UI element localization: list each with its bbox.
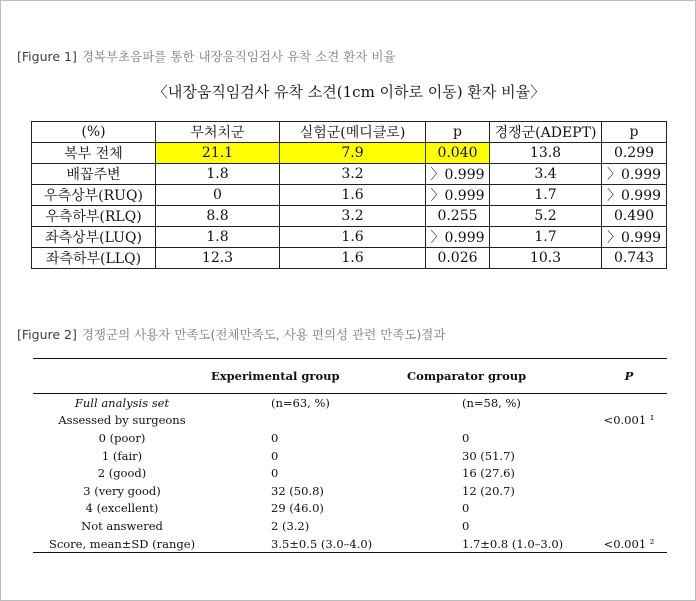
row-label: 2 (good)	[97, 466, 147, 481]
table-cell: 〉0.999	[602, 185, 667, 206]
row-label: 3 (very good)	[83, 483, 161, 498]
header-cell: Experimental group	[211, 359, 407, 394]
header-cell: 실험군(메디클로)	[280, 122, 426, 143]
header-cell: p	[602, 122, 667, 143]
table-cell: 13.8	[490, 143, 602, 164]
table-cell	[407, 412, 591, 430]
table-cell: 8.8	[156, 206, 280, 227]
table-cell: 16 (27.6)	[462, 466, 515, 481]
header-cell: P	[591, 359, 667, 394]
figure-1-tag: [Figure 1]	[17, 49, 77, 64]
satisfaction-table-wrapper	[33, 358, 667, 553]
table-cell: 0	[271, 430, 279, 445]
table-cell: 〉0.999	[426, 164, 490, 185]
table-cell	[591, 500, 667, 518]
table-cell: 0.255	[426, 206, 490, 227]
table-cell	[591, 394, 667, 412]
table-row	[33, 447, 667, 465]
table-cell: 0	[462, 430, 470, 445]
table-row	[32, 227, 667, 248]
table-cell: 0	[462, 501, 470, 516]
header-cell: Comparator group	[407, 359, 591, 394]
figure-2-tag: [Figure 2]	[17, 327, 77, 342]
table-row	[33, 517, 667, 535]
table-row	[33, 412, 667, 430]
table-cell: (n=58, %)	[462, 395, 521, 410]
table-cell: 29 (46.0)	[271, 501, 324, 516]
table-cell	[591, 464, 667, 482]
header-cell: (%)	[32, 122, 156, 143]
table-header-row	[32, 122, 667, 143]
table-cell: 0	[271, 448, 279, 463]
table-header-row	[33, 359, 667, 394]
table-cell: 0.299	[602, 143, 667, 164]
table-cell: 1.8	[156, 227, 280, 248]
table-row	[32, 248, 667, 269]
table-cell: 〉0.999	[426, 227, 490, 248]
table-cell: 3.5±0.5 (3.0–4.0)	[211, 535, 407, 553]
row-label: 좌측상부(LUQ)	[32, 227, 156, 248]
table-cell	[211, 412, 407, 430]
table-row	[33, 394, 667, 412]
table-row	[33, 429, 667, 447]
p-value-cell: <0.001 ²	[591, 535, 667, 553]
row-label: 좌측하부(LLQ)	[32, 248, 156, 269]
table-cell: (n=63, %)	[271, 395, 330, 410]
row-label: 0 (poor)	[98, 430, 146, 445]
row-label: 4 (excellent)	[85, 501, 159, 516]
row-label: 배꼽주변	[32, 164, 156, 185]
table-cell: 1.6	[280, 248, 426, 269]
table-cell: 3.2	[280, 206, 426, 227]
highlighted-cell: 7.9	[280, 143, 426, 164]
figure-2-caption-text: 경쟁군의 사용자 만족도(전체만족도, 사용 편의성 관련 만족도)결과	[81, 327, 446, 342]
table-cell: 0.026	[426, 248, 490, 269]
table-cell: 0.490	[602, 206, 667, 227]
table-cell: 〉0.999	[602, 227, 667, 248]
table-cell	[591, 447, 667, 465]
table-cell: 5.2	[490, 206, 602, 227]
table-row	[32, 164, 667, 185]
row-label: Full analysis set	[74, 395, 170, 410]
highlighted-cell: 0.040	[426, 143, 490, 164]
table-cell: 〉0.999	[426, 185, 490, 206]
table-1-title: 〈내장움직임검사 유착 소견(1cm 이하로 이동) 환자 비율〉	[152, 83, 546, 101]
table-cell: 0	[462, 518, 470, 533]
table-cell: 3.2	[280, 164, 426, 185]
table-cell: 1.7	[490, 185, 602, 206]
table-cell: 12.3	[156, 248, 280, 269]
adhesion-table	[31, 121, 667, 269]
table-cell: 12 (20.7)	[462, 483, 515, 498]
table-cell: 1.6	[280, 185, 426, 206]
figure-2-caption	[17, 325, 445, 343]
row-label: 우측상부(RUQ)	[32, 185, 156, 206]
table-cell: 10.3	[490, 248, 602, 269]
table-cell: 30 (51.7)	[462, 448, 515, 463]
table-row	[32, 206, 667, 227]
table-row	[33, 500, 667, 518]
table-cell: 1.7±0.8 (1.0–3.0)	[407, 535, 591, 553]
table-cell: 0	[271, 466, 279, 481]
row-label: Score, mean±SD (range)	[33, 535, 211, 553]
p-value-cell: <0.001 ¹	[603, 413, 655, 428]
header-cell: 경쟁군(ADEPT)	[490, 122, 602, 143]
table-cell: 3.4	[490, 164, 602, 185]
row-label: Not answered	[81, 518, 163, 533]
table-cell	[591, 429, 667, 447]
row-label: 1 (fair)	[101, 448, 143, 463]
table-cell: 1.6	[280, 227, 426, 248]
row-label: Assessed by surgeons	[58, 413, 186, 428]
header-cell: 무처치군	[156, 122, 280, 143]
row-label: 우측하부(RLQ)	[32, 206, 156, 227]
table-row	[33, 464, 667, 482]
table-cell: 1.8	[156, 164, 280, 185]
table-cell: 〉0.999	[602, 164, 667, 185]
table-row	[33, 535, 667, 553]
highlighted-cell: 21.1	[156, 143, 280, 164]
table-cell	[591, 482, 667, 500]
row-label: 복부 전체	[32, 143, 156, 164]
header-cell: p	[426, 122, 490, 143]
figure-1-caption	[17, 47, 396, 65]
table-cell: 1.7	[490, 227, 602, 248]
header-cell	[33, 359, 211, 394]
table-row	[33, 482, 667, 500]
figure-1-caption-text: 경복부초음파를 통한 내장움직임검사 유착 소견 환자 비율	[81, 49, 396, 64]
satisfaction-table	[33, 358, 667, 553]
table-cell: 2 (3.2)	[271, 518, 310, 533]
table-row	[32, 143, 667, 164]
table-cell: 0.743	[602, 248, 667, 269]
table-cell: 0	[156, 185, 280, 206]
table-cell: 32 (50.8)	[271, 483, 324, 498]
table-row	[32, 185, 667, 206]
table-cell	[591, 517, 667, 535]
